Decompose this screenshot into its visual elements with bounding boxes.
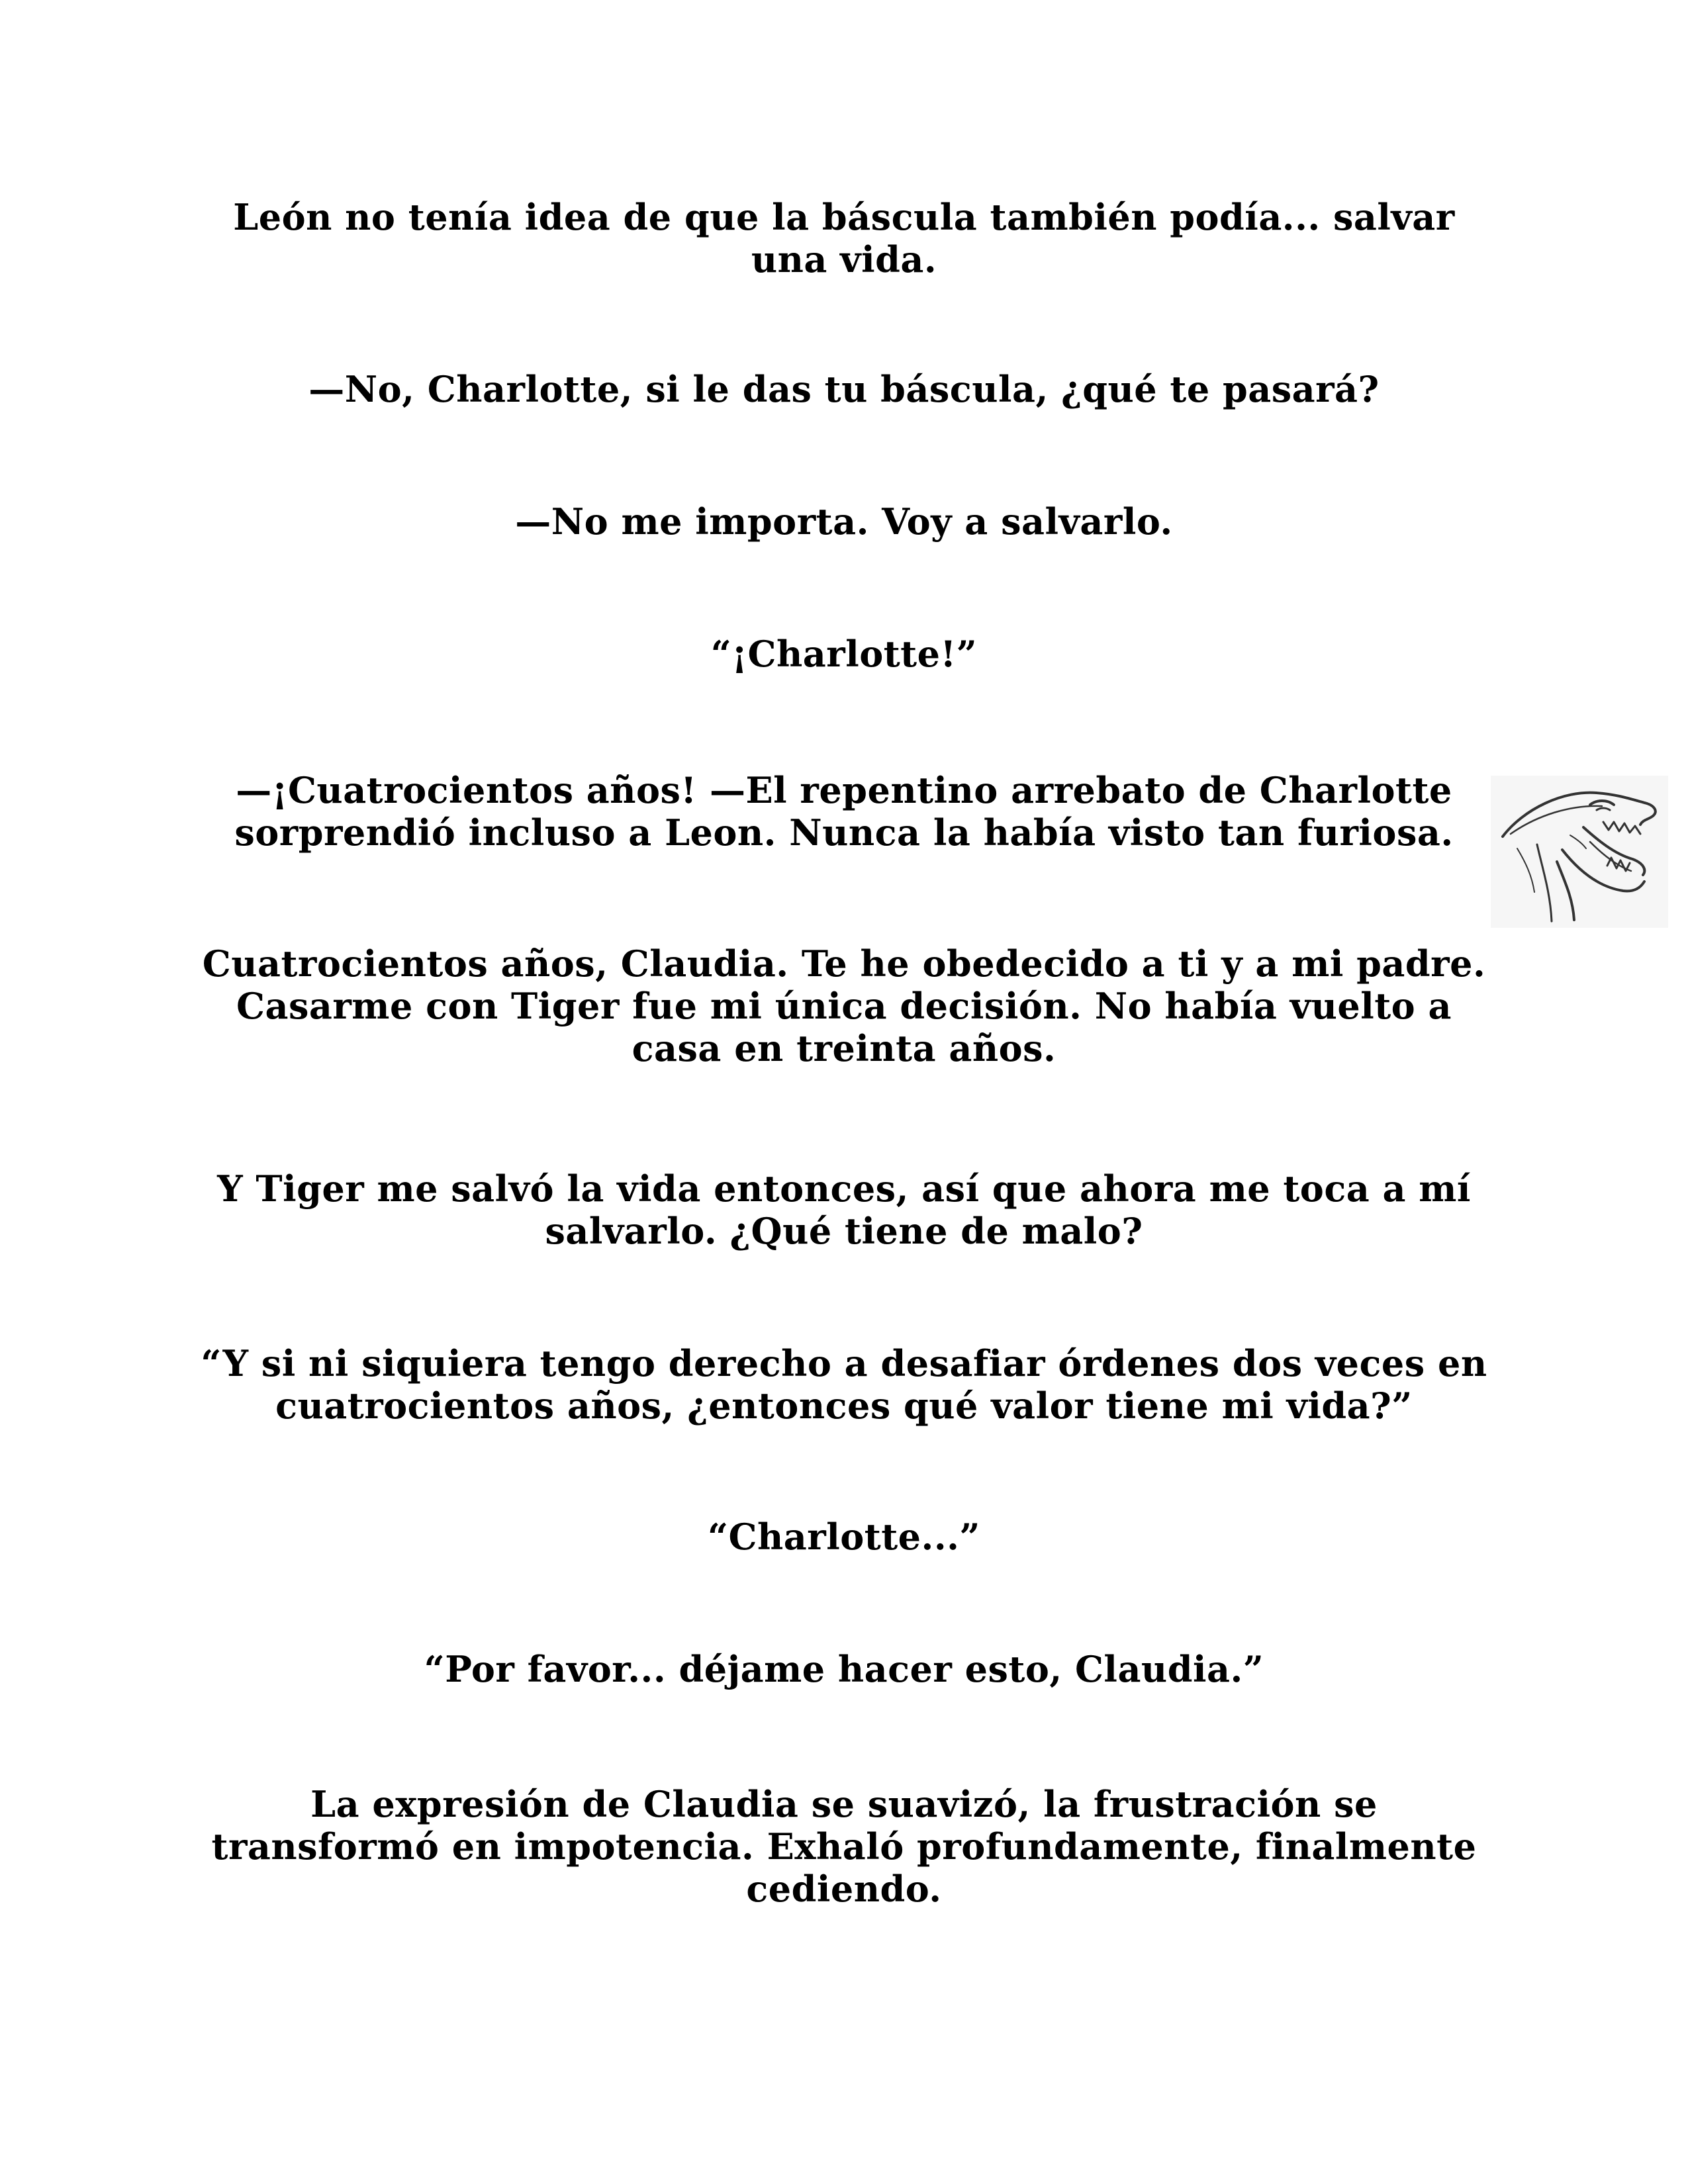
paragraph-7: Y Tiger me salvó la vida entonces, así que ahora me toca a mí salvarlo. ¿Qué tiene de malo? [217, 1167, 1471, 1252]
paragraph-5: —¡Cuatrocientos años! —El repentino arrebato de Charlotte sorprendió incluso a Leon. Nunca la había visto tan furiosa. [234, 769, 1454, 854]
dinosaur-head-sketch-icon [1491, 776, 1668, 928]
paragraph-8: “Y si ni siquiera tengo derecho a desafiar órdenes dos veces en cuatrocientos años, ¿entonces qué valor tiene mi vida?” [201, 1342, 1487, 1427]
paragraph-10: “Por favor... déjame hacer esto, Claudia.” [424, 1648, 1264, 1690]
paragraph-1: León no tenía idea de que la báscula también podía... salvar una vida. [233, 196, 1455, 281]
paragraph-4: “¡Charlotte!” [710, 633, 978, 675]
paragraph-3: —No me importa. Voy a salvarlo. [515, 500, 1173, 543]
paragraph-6: Cuatrocientos años, Claudia. Te he obedecido a ti y a mi padre. Casarme con Tiger fue mi única decisión. No había vuelto a casa en treinta años. [202, 942, 1486, 1069]
paragraph-2: —No, Charlotte, si le das tu báscula, ¿qué te pasará? [308, 368, 1380, 410]
paragraph-11: La expresión de Claudia se suavizó, la frustración se transformó en impotencia. Exhaló profundamente, finalmente cediendo. [211, 1783, 1477, 1910]
paragraph-9: “Charlotte...” [708, 1516, 980, 1558]
